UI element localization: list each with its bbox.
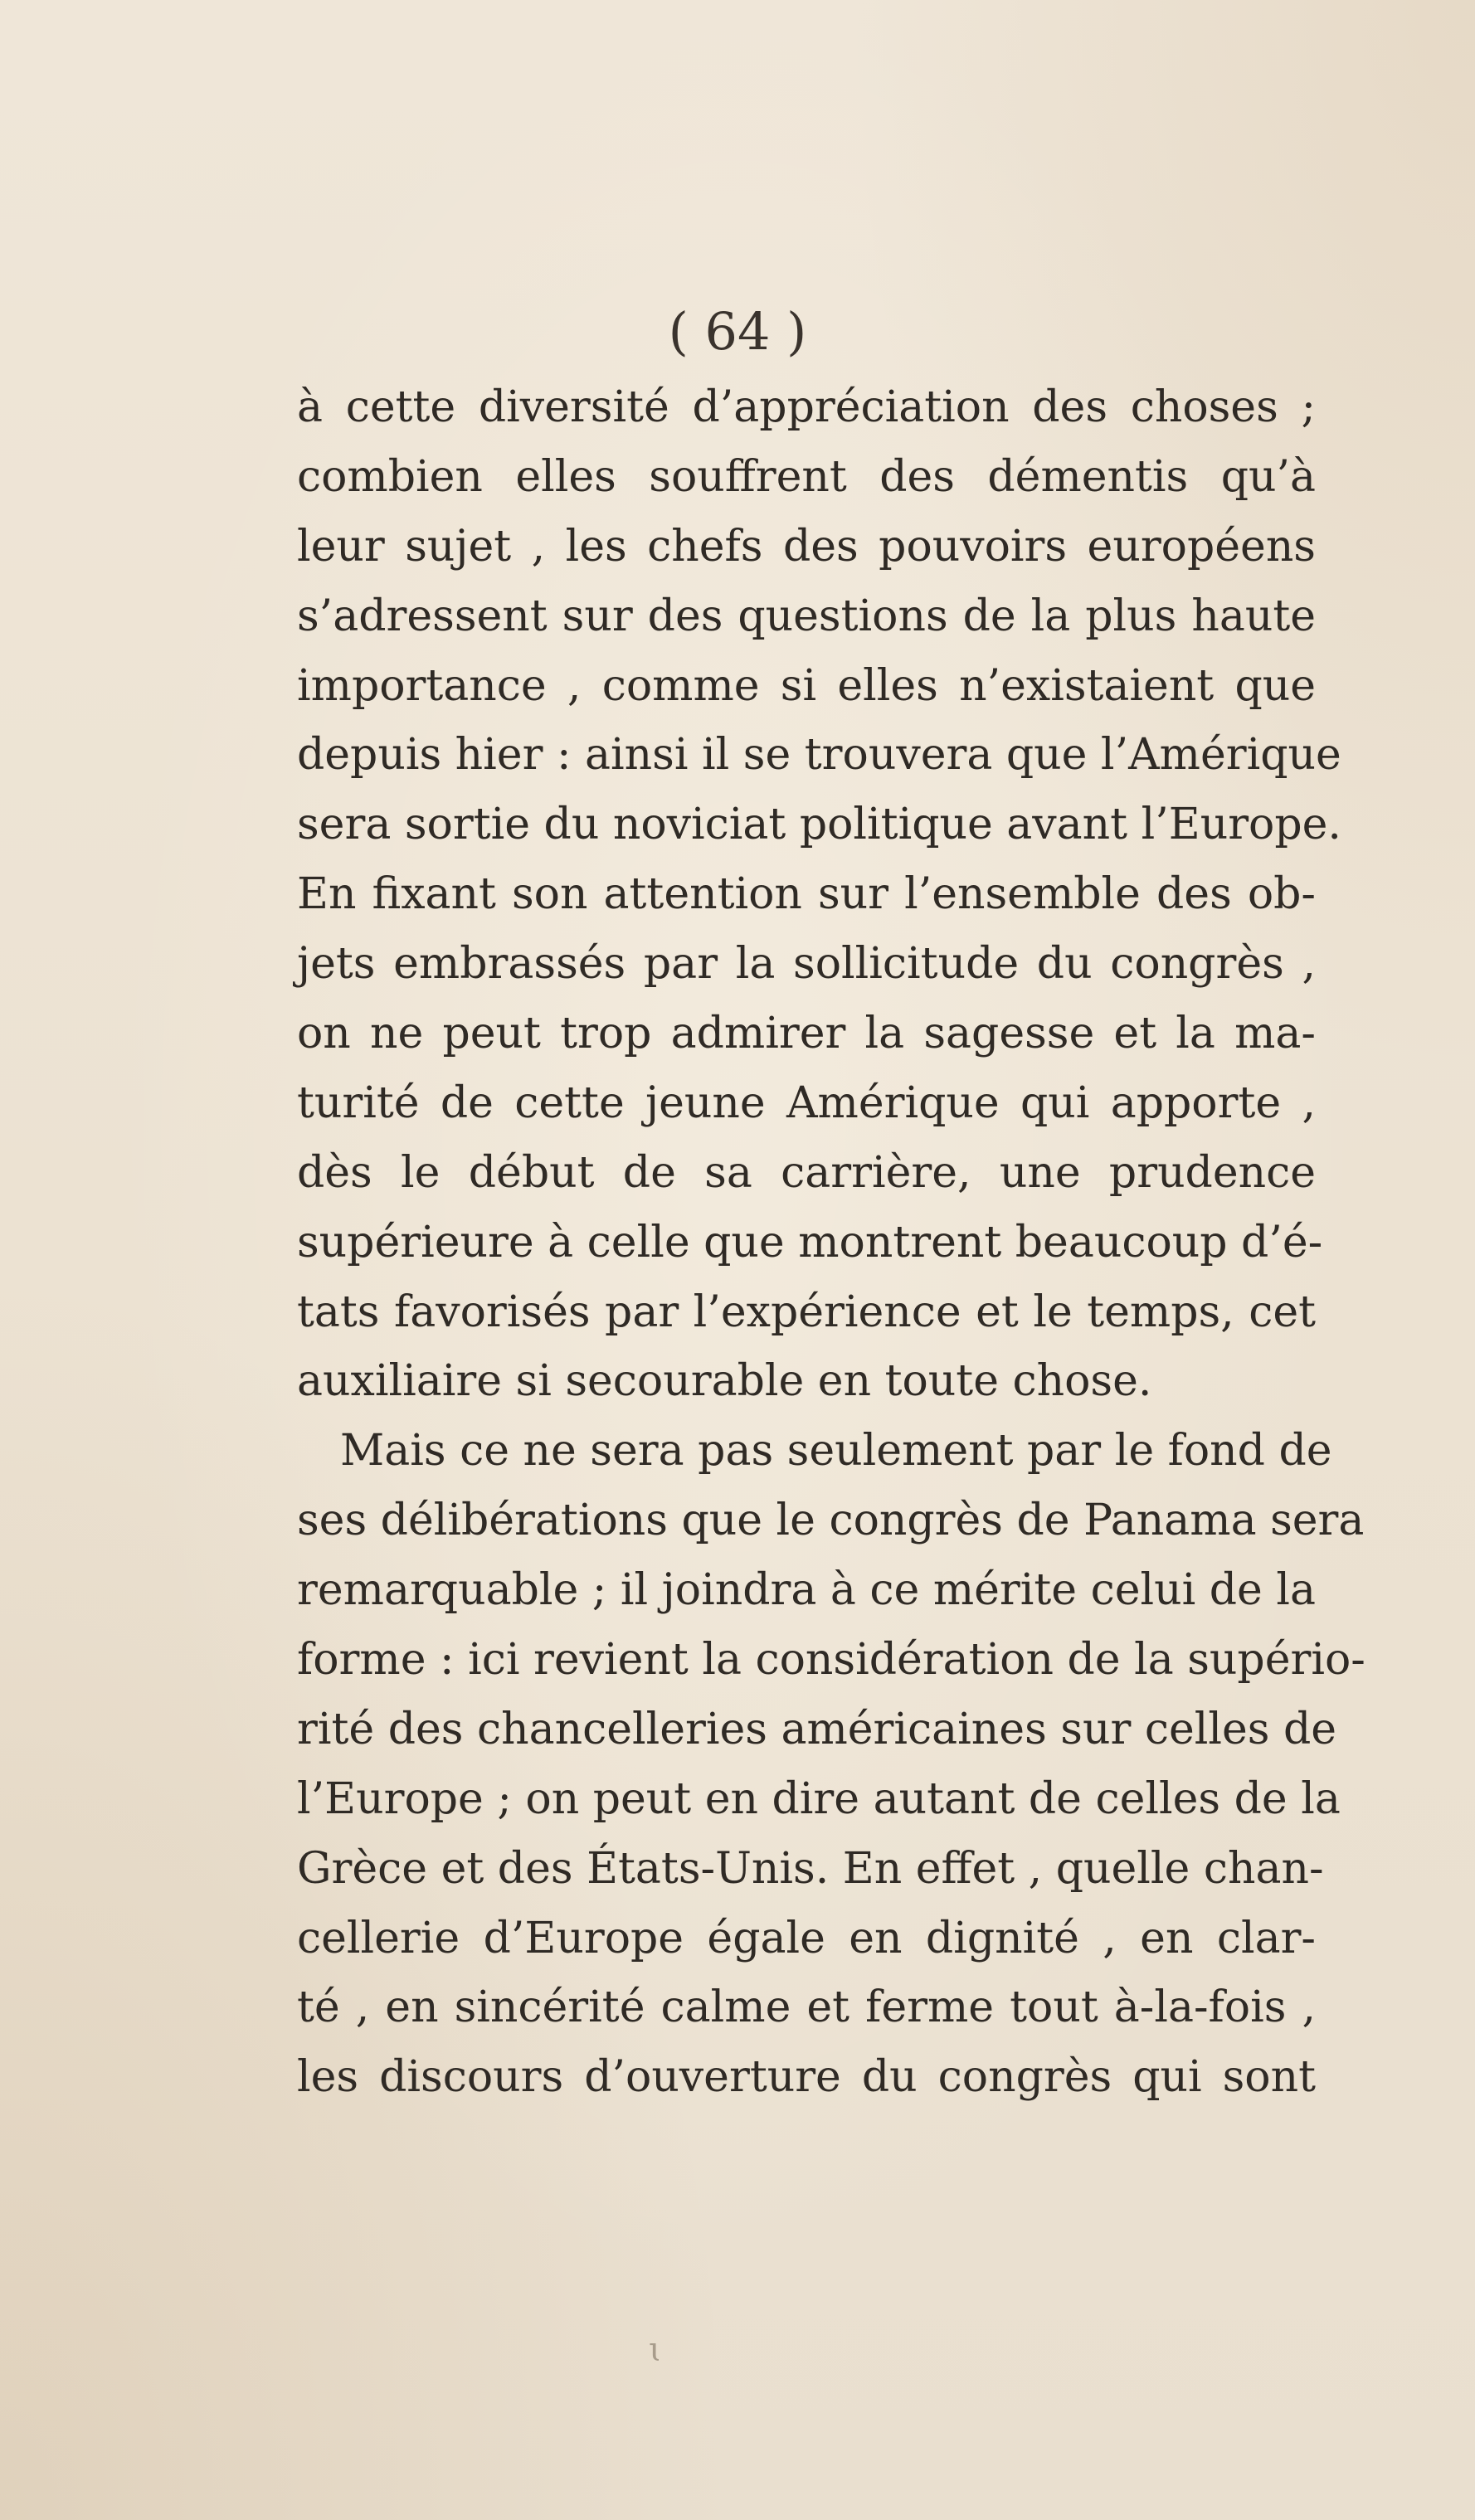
text-line-18: remarquable ; il joindra à ce mérite celui de la [297, 1565, 1316, 1616]
text-line-14: tats favorisés par l’expérience et le temps, cet [297, 1287, 1316, 1337]
text-line-3: leur sujet , les chefs des pouvoirs européens [297, 521, 1316, 572]
text-line-8: En fixant son attention sur l’ensemble des ob- [297, 869, 1316, 920]
text-line-5: importance , comme si elles n’existaient que [297, 660, 1316, 711]
text-line-11: turité de cette jeune Amérique qui apporte , [297, 1078, 1316, 1128]
page-number: ( 64 ) [668, 301, 807, 362]
text-line-22: Grèce et des États-Unis. En effet , quelle chan- [297, 1843, 1324, 1894]
body-text [297, 373, 1365, 2113]
text-line-19: forme : ici revient la considération de la supério- [297, 1635, 1365, 1686]
text-line-1: à cette diversité d’appréciation des choses ; [297, 382, 1316, 432]
text-line-16: Mais ce ne sera pas seulement par le fond de [340, 1426, 1332, 1476]
text-line-25: les discours d’ouverture du congrès qui sont [297, 2052, 1316, 2103]
text-line-21: l’Europe ; on peut en dire autant de celles de la [297, 1773, 1341, 1824]
text-line-7: sera sortie du noviciat politique avant l’Europe. [297, 800, 1341, 850]
text-line-24: té , en sincérité calme et ferme tout à-la-fois , [297, 1982, 1316, 2033]
text-line-12: dès le début de sa carrière, une prudence [297, 1147, 1316, 1198]
text-line-23: cellerie d’Europe égale en dignité , en clar- [297, 1913, 1316, 1963]
ink-stain-mark: ɩ [649, 2331, 662, 2369]
text-line-20: rité des chancelleries américaines sur celles de [297, 1704, 1337, 1754]
text-line-15: auxiliaire si secourable en toute chose. [297, 1356, 1152, 1407]
text-line-4: s’adressent sur des questions de la plus haute [297, 591, 1316, 641]
text-line-2: combien elles souffrent des démentis qu’à [297, 451, 1316, 502]
text-line-10: on ne peut trop admirer la sagesse et la ma- [297, 1009, 1316, 1059]
text-line-17: ses délibérations que le congrès de Panama sera [297, 1496, 1365, 1546]
text-line-9: jets embrassés par la sollicitude du congrès , [297, 939, 1316, 990]
text-line-13: supérieure à celle que montrent beaucoup d’é- [297, 1217, 1323, 1267]
text-line-6: depuis hier : ainsi il se trouvera que l’Amérique [297, 730, 1341, 781]
